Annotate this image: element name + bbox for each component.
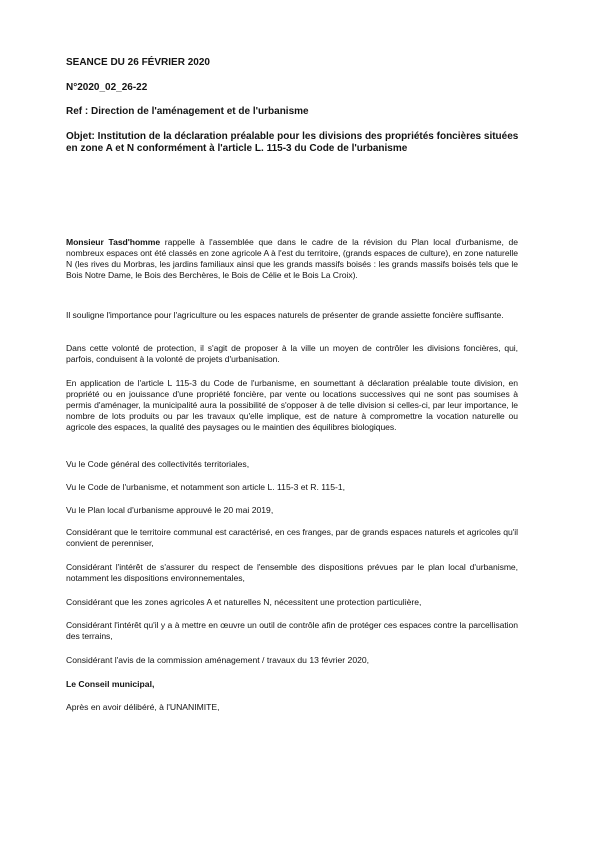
conseil-municipal: Le Conseil municipal, — [66, 679, 155, 689]
paragraph-application: En application de l'article L 115-3 du Code de l'urbanisme, en soumettant à déclaration préalable toute division, en propriété ou en jouissance d'une propriété foncière, par vente ou locations successives qui ne sont pas soumises à permis d'aménager, la municipalité aura la possibilité de s'opposer à de telle division si celles-ci, par leur importance, le nombre de lots produits ou par les travaux qu'elle implique, est de nature à compromettre la vocation naturelle ou agricole des espaces, la qualité des paysages ou le maintien des équilibres biologiques. — [66, 378, 518, 432]
reference-line: Ref : Direction de l'aménagement et de l'urbanisme — [66, 106, 309, 117]
intro-paragraph — [66, 237, 518, 281]
considerant-dispositions: Considérant l'intérêt de s'assurer du respect de l'ensemble des dispositions prévues par le plan local d'urbanisme, notamment les dispositions environnementales, — [66, 562, 518, 583]
apres-deliberation: Après en avoir délibéré, à l'UNANIMITE, — [66, 702, 220, 712]
deliberation-number: N°2020_02_26-22 — [66, 82, 148, 93]
speaker-name: Monsieur Tasd'homme — [66, 237, 161, 247]
paragraph-protection: Dans cette volonté de protection, il s'agit de proposer à la ville un moyen de contrôler les divisions foncières, qui, parfois, conduisent à la volonté de projets d'urbanisation. — [66, 343, 518, 364]
seance-title: SEANCE DU 26 FÉVRIER 2020 — [66, 57, 210, 68]
vu-plu: Vu le Plan local d'urbanisme approuvé le 20 mai 2019, — [66, 505, 274, 515]
objet-title: Objet: Institution de la déclaration préalable pour les divisions des propriétés foncières situées en zone A et N conformément à l'article L. 115-3 du Code de l'urbanisme — [66, 131, 519, 154]
vu-cgct: Vu le Code général des collectivités territoriales, — [66, 459, 250, 469]
considerant-outil: Considérant l'intérêt qu'il y a à mettre en œuvre un outil de contrôle afin de protéger ces espaces contre la parcellisation des terrains, — [66, 620, 518, 641]
considerant-zones: Considérant que les zones agricoles A et naturelles N, nécessitent une protection particulière, — [66, 597, 422, 607]
considerant-territoire: Considérant que le territoire communal est caractérisé, en ces franges, par de grands espaces naturels et agricoles qu'il convient de perenniser, — [66, 527, 518, 548]
paragraph-importance: Il souligne l'importance pour l'agriculture ou les espaces naturels de présenter de grande assiette foncière suffisante. — [66, 310, 504, 320]
considerant-avis: Considérant l'avis de la commission aménagement / travaux du 13 février 2020, — [66, 655, 370, 665]
vu-code-urbanisme: Vu le Code de l'urbanisme, et notamment son article L. 115-3 et R. 115-1, — [66, 482, 346, 492]
intro-text: rappelle à l'assemblée que dans le cadre de la révision du Plan local d'urbanisme, de nombreux espaces ont été classés en zone agricole A à l'est du territoire, (grands espaces de culture), en zone naturelle N (les rives du Morbras, les jardins familiaux ainsi que les grands massifs boisés : les grands massifs boisés tels que le Bois Notre Dame, le Bois des Berchères, le Bois de Célie et le Bois La Croix). — [66, 237, 518, 280]
